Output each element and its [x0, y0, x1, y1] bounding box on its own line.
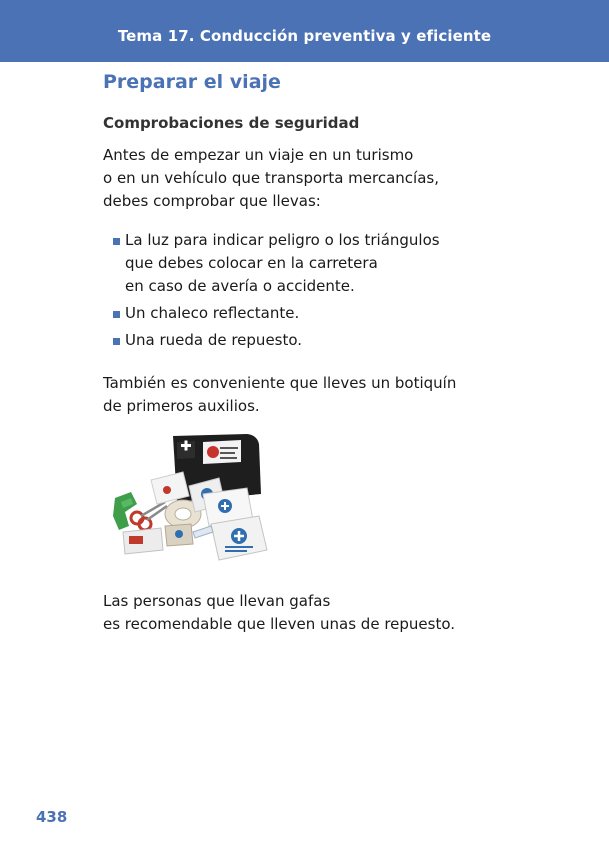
list-item	[113, 302, 440, 325]
list-item-text	[125, 229, 440, 298]
bullet-square-icon	[113, 338, 120, 345]
section-title: Preparar el viaje	[103, 71, 281, 93]
page-number: 438	[36, 808, 68, 826]
paragraph-line: Antes de empezar un viaje en un turismo	[103, 146, 414, 164]
subsection-title: Comprobaciones de seguridad	[103, 114, 360, 132]
paragraph-line: También es conveniente que lleves un botiquín	[103, 374, 457, 392]
first-aid-paragraph	[103, 372, 456, 418]
first-aid-kit-image	[107, 432, 274, 567]
list-item-line: en caso de avería o accidente.	[125, 277, 355, 295]
glasses-paragraph	[103, 590, 455, 636]
paragraph-line: o en un vehículo que transporta mercancías,	[103, 169, 439, 187]
list-item	[113, 229, 440, 298]
checklist	[113, 229, 440, 356]
page-header	[0, 0, 609, 62]
list-item-line: que debes colocar en la carretera	[125, 254, 378, 272]
list-item-line: Un chaleco reflectante.	[125, 304, 300, 322]
paragraph-line: debes comprobar que llevas:	[103, 192, 321, 210]
list-item-line: Una rueda de repuesto.	[125, 331, 303, 349]
paragraph-line: Las personas que llevan gafas	[103, 592, 331, 610]
list-item-text	[125, 302, 440, 325]
paragraph-line: es recomendable que lleven unas de repuesto.	[103, 615, 456, 633]
list-item-text	[125, 329, 440, 352]
list-item-line: La luz para indicar peligro o los triángulos	[125, 231, 440, 249]
chapter-title	[0, 27, 609, 45]
paragraph-line: de primeros auxilios.	[103, 397, 260, 415]
chapter-title-text: Tema 17. Conducción preventiva y eficiente	[117, 27, 492, 45]
list-item	[113, 329, 440, 352]
intro-paragraph	[103, 144, 439, 213]
bullet-square-icon	[113, 238, 120, 245]
bullet-square-icon	[113, 311, 120, 318]
